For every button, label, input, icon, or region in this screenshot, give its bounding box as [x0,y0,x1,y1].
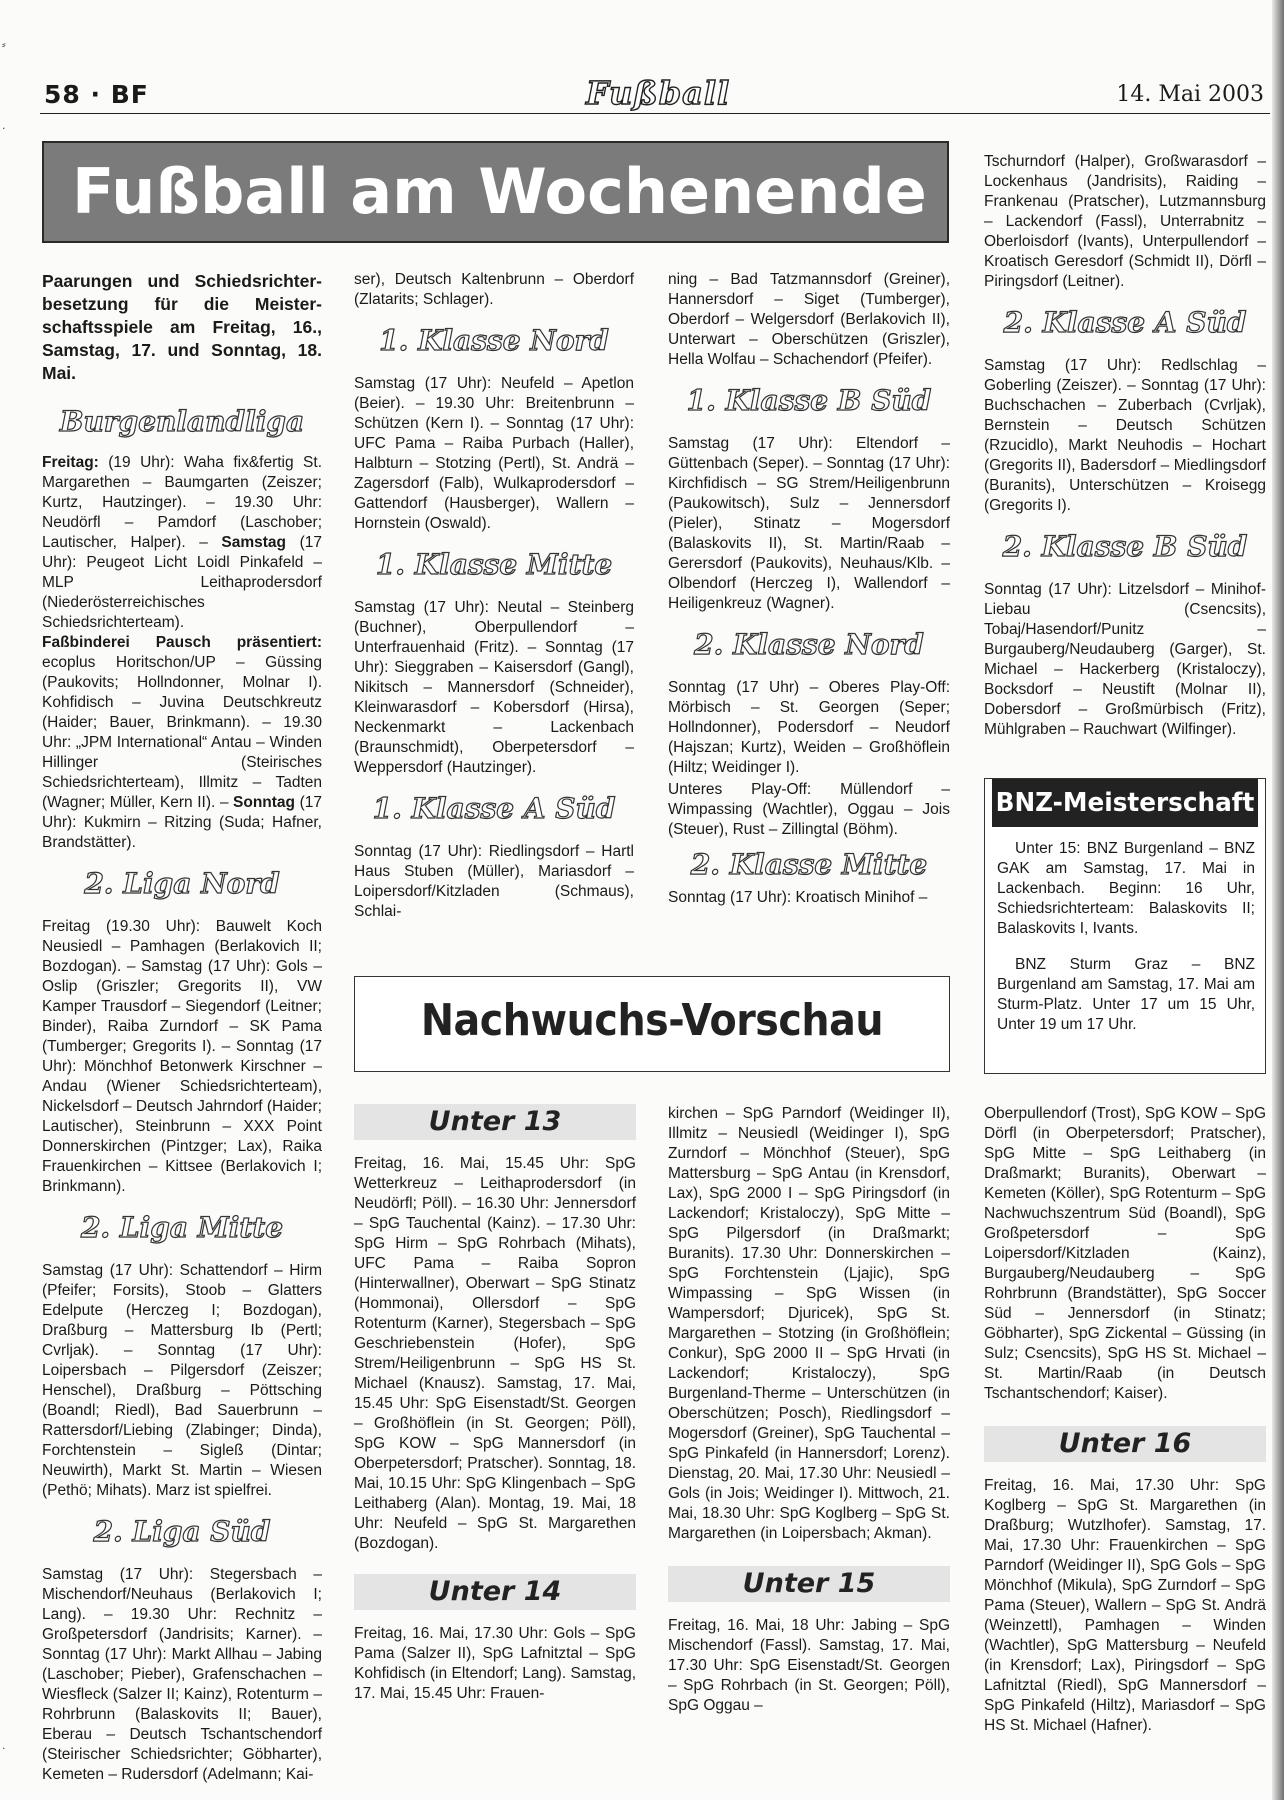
sponsor-label: Faßbinderei Pausch präsentiert: [42,634,322,651]
continued-text: ser), Deutsch Kaltenbrunn – Oberdorf (Zlatarits; Schlager). [354,271,634,308]
unter-14-fixtures: Freitag, 16. Mai, 17.30 Uhr: Gols – SpG Pama (Salzer II), SpG Lafnitztal – SpG Kohfidisch (in Eltendorf; Lang). Samstag, 17. Mai, 15.45 Uhr: Frauen- [354,1625,636,1702]
youth-column-4 [984,1104,1266,1744]
scan-mark: · [2,1742,6,1755]
bnz-paragraph: BNZ Sturm Graz – BNZ Burgenland am Samstag, 17. Mai am Sturm-Platz. Unter 17 um 15 Uhr, Unter 19 um 17 Uhr. [997,956,1255,1033]
bnz-paragraph: Unter 15: BNZ Burgenland – BNZ GAK am Samstag, 17. Mai in Lackenbach. Beginn: 16 Uhr, Schiedsrichterteam: Balaskovits II; Balaskovits I, Ivants. [997,840,1255,937]
heading-2-klasse-b-sued: 2. Klasse B Süd [1002,530,1248,563]
column-3 [668,270,950,916]
heading-1-klasse-b-sued: 1. Klasse B Süd [686,384,932,417]
liga-mitte-fixtures: Samstag (17 Uhr): Schattendorf – Hirm (Pfeifer; Forsits), Stoob – Glatters Edelpute (Herczeg I; Bozdogan), Draßburg – Mattersburg Ib (Pertl; Cvrljak). – Sonntag (17 Uhr): Loipersbach – Pilgersdorf (Zeiszer; Henschel), Draßburg – Pöttsching (Boandl; Riedl), Bad Sauerbrunn – Rattersdorf/Liebing (Zlabinger; Dinda), Forchtenstein – Sigleß (Dintar; Neuwirth), Markt St. Martin – Wiesen (Pethö; Mihats). Marz ist spielfrei. [42,1262,322,1499]
heading-unter-13: Unter 13 [354,1104,636,1140]
fixture-text: ecoplus Horitschon/UP – Güssing (Paukovits; Hollndonner, Molnar I). Kohfidisch – Juvina Deutschkreutz (Haider; Bauer, Brinkmann). – 19.30 Uhr: „JPM International“ Antau – Winden Hillinger (Steirisches Schiedsrichterteam), Illmitz – Tadten (Wagner; Müller, Kern II). – [42,654,322,811]
bnz-box [984,778,1266,1074]
headline: Fußball am Wochenende [72,155,927,228]
2-klasse-a-sued-fixtures: Samstag (17 Uhr): Redlschlag – Goberling (Zeiszer). – Sonntag (17 Uhr): Buchschachen – Zuberbach (Cvrljak), Bernstein – Deutsch Schützen (Rzucidlo), Markt Neuhodis – Hochart (Gregorits II), Badersdorf – Miedlingsdorf (Buranits), Unterschützen – Kroisegg (Gregorits I). [984,357,1266,514]
1-klasse-nord-fixtures: Samstag (17 Uhr): Neufeld – Apetlon (Beier). – 19.30 Uhr: Breitenbrunn – Schützen (Kern I). – Sonntag (17 Uhr): UFC Pama – Raiba Purbach (Haller), Halbturn – Stotzing (Pertl), St. Andrä – Zagersdorf (Falb), Wulkaprodersdorf – Gattendorf (Hausberger), Wallern – Hornstein (Oswald). [354,375,634,532]
page-number: 58 · BF [44,80,149,109]
continued-text: kirchen – SpG Parndorf (Weidinger II), Illmitz – Neusiedl (Weidinger I), SpG Zurndorf – Mönchhof (Steuer), SpG Mattersburg – SpG Antau (in Krensdorf, Lax), SpG 2000 I – SpG Piringsdorf (in Lackendorf; Kristaloczy), SpG Mitte – SpG Pilgersdorf (in Draßmarkt; Buranits). 17.30 Uhr: Donnerskirchen – SpG Forchtenstein (Ljajic), SpG Wimpassing – SpG Wissen (in Wampersdorf; Djuricek), SpG St. Margarethen – Stotzing (in Großhöflein; Conkur), SpG 2000 II – SpG Hrvati (in Lackendorf; Kristaloczy), SpG Burgenland-Therme – Unterschützen (in Oberschützen; Posch), Riedlingsdorf – Mogersdorf (Greiner), SpG Tauchental – SpG Pinkafeld (in Hannersdorf; Lorenz). Dienstag, 20. Mai, 17.30 Uhr: Neusiedl – Gols (in Jois; Weidinger I). Mittwoch, 21. Mai, 18.30 Uhr: SpG Koglberg – SpG St. Margarethen (in Loipersbach; Akman). [668,1105,950,1542]
nachwuchs-box [354,976,950,1072]
continued-text: ning – Bad Tatzmannsdorf (Greiner), Hannersdorf – Siget (Tumberger), Oberdorf – Welgersdorf (Berlakovich II), Unterwart – Oberschützen (Griszler), Hella Wolfau – Schachendorf (Pfeifer). [668,271,950,368]
unter-13-fixtures: Freitag, 16. Mai, 15.45 Uhr: SpG Wetterkreuz – Leithaprodersdorf (in Neudörfl; Pöll). – 16.30 Uhr: Jennersdorf – SpG Tauchental (Kainz). – 17.30 Uhr: SpG Hirm – SpG Rohrbach (Mihats), UFC Pama – Raiba Sopron (Hinterwallner), Oberwart – SpG Stinatz (Hommonai), Ollersdorf – SpG Rotenturm (Karner), Stegersbach – SpG Geschriebenstein (Hofer), SpG Strem/Heiligenbrunn – SpG HS St. Michael (Knausz). Samstag, 17. Mai, 15.45 Uhr: SpG Eisenstadt/St. Georgen – Großhöflein (in St. Georgen; Pöll), SpG KOW – SpG Mannersdorf (in Oberpetersdorf; Pratscher). Sonntag, 18. Mai, 10.15 Uhr: SpG Klingenbach – SpG Leithaberg (Alan). Montag, 19. Mai, 18 Uhr: Neufeld – SpG St. Margarethen (Bozdogan). [354,1155,636,1552]
heading-unter-16: Unter 16 [984,1426,1266,1462]
heading-1-klasse-mitte: 1. Klasse Mitte [375,548,613,581]
liga-sued-fixtures: Samstag (17 Uhr): Stegersbach – Mischendorf/Neuhaus (Berlakovich I; Lang). – 19.30 Uhr: Rechnitz – Großpetersdorf (Jandrisits; Karner). – Sonntag (17 Uhr): Markt Allhau – Jabing (Laschober; Pieber), Grafenschachen – Wiesfleck (Salzer II; Kainz), Rotenturm – Rohrbrunn (Balaskovits II; Bauer), Eberau – Deutsch Tschantschendorf (Steirischer Schiedsrichter; Göbharter), Kemeten – Rudersdorf (Adelmann; Kai- [42,1566,322,1783]
continued-text: Oberpullendorf (Trost), SpG KOW – SpG Dörfl (in Oberpetersdorf; Pratscher), SpG Mitte – SpG Leithaberg (in Draßmarkt; Buranits), Oberwart – Kemeten (Köller), SpG Rotenturm – SpG Nachwuchszentrum Süd (Boandl), SpG Großpetersdorf – SpG Loipersdorf/Kitzladen (Kainz), Burgauberg/Neudauberg – SpG Rohrbrunn (Brandstätter), SpG Soccer Süd – Jennersdorf (in Stinatz; Göbharter), SpG Zickental – Güssing (in Sulz; Csencsits), SpG HS St. Michael – St. Martin/Raab (in Deutsch Tschantschendorf; Kaiser). [984,1105,1266,1402]
scan-mark: ⸗ [2,38,6,51]
scan-mark: · [2,122,6,135]
day-label: Samstag [221,534,287,551]
bnz-title: BNZ-Meisterschaft [992,779,1258,827]
unter-15-fixtures: Freitag, 16. Mai, 18 Uhr: Jabing – SpG Mischendorf (Fassl). Samstag, 17. Mai, 17.30 Uhr: SpG Eisenstadt/St. Georgen – SpG Rohrbach (in St. Georgen; Pöll), SpG Oggau – [668,1617,950,1714]
heading-2-klasse-mitte: 2. Klasse Mitte [690,848,928,881]
nachwuchs-title: Nachwuchs-Vorschau [420,995,884,1046]
page-binding-edge [1272,0,1284,1800]
1-klasse-b-sued-fixtures: Samstag (17 Uhr): Eltendorf – Güttenbach (Seper). – Sonntag (17 Uhr): Kirchfidisch – SG Strem/Heiligenbrunn (Paukowitsch), Sulz – Jennersdorf (Pieler), Stinatz – Mogersdorf (Balaskovits II), St. Martin/Raab – Gerersdorf (Paukovits), Neuhaus/Klb. – Olbendorf (Herczeg I), Wallendorf – Heiligenkreuz (Wagner). [668,435,950,612]
header-rule [40,113,1270,114]
heading-burgenlandliga: Burgenlandliga [59,405,305,438]
heading-2-klasse-nord: 2. Klasse Nord [694,628,924,661]
heading-liga-mitte: 2. Liga Mitte [80,1211,284,1244]
2-klasse-b-sued-fixtures: Sonntag (17 Uhr): Litzelsdorf – Minihof-Liebau (Csencsits), Tobaj/Hasendorf/Punitz – Burgauberg/Neudauberg (Garger), St. Michael – Hackerberg (Kristaloczy), Bocksdorf – Neustift (Molnar II), Dobersdorf – Großmürbisch (Fritz), Mühlgraben – Rauchwart (Wilfinger). [984,581,1266,738]
1-klasse-a-sued-fixtures: Sonntag (17 Uhr): Riedlingsdorf – Hartl Haus Stuben (Müller), Mariasdorf – Loipersdorf/Kitzladen (Schmaus), Schlai- [354,843,634,920]
section-title: Fußball [586,74,731,112]
burgenlandliga-fixtures [42,453,322,853]
heading-unter-15: Unter 15 [668,1566,950,1602]
heading-1-klasse-a-sued: 1. Klasse A Süd [372,792,616,825]
day-label: Sonntag [233,794,296,811]
continued-text: Tschurndorf (Halper), Großwarasdorf – Lockenhaus (Jandrisits), Raiding – Frankenau (Pratscher), Lutzmannsburg – Lackendorf (Fassl), Unterrabnitz – Oberloisdorf (Ivants), Unterpullendorf – Kroatisch Geresdorf (Schmidt II), Dörfl – Piringsdorf (Leitner). [984,153,1266,290]
bnz-body [997,839,1255,1051]
heading-2-klasse-a-sued: 2. Klasse A Süd [1003,306,1247,339]
1-klasse-mitte-fixtures: Samstag (17 Uhr): Neutal – Steinberg (Buchner), Oberpullendorf – Unterfrauenhaid (Fritz). – Sonntag (17 Uhr): Sieggraben – Kaisersdorf (Gangl), Nikitsch – Mannersdorf (Schneider), Kleinwarasdorf – Kobersdorf (Hirsa), Neckenmarkt – Lackenbach (Braunschmidt), Oberpetersdorf – Weppersdorf (Hautzinger). [354,599,634,776]
day-label: Freitag: [42,454,99,471]
fixture-text: (17 Uhr): Kukmirn – Ritzing (Suda; Hafner, Brandstätter). [42,794,322,851]
intro-text: Paarungen und Schiedsrichterbesetzung für die Meisterschaftsspiele am Freitag, 16., Samstag, 17. und Sonntag, 18. Mai. [42,271,322,383]
column-4 [984,152,1266,748]
headline-banner [42,141,949,243]
fixture-text: (17 Uhr): Peugeot Licht Loidl Pinkafeld – MLP Leithaprodersdorf (Niederösterreichisches Schiedsrichterteam). [42,534,322,631]
youth-column-3 [668,1104,950,1724]
heading-1-klasse-nord: 1. Klasse Nord [379,324,609,357]
heading-liga-sued: 2. Liga Süd [93,1515,271,1548]
fixture-text: (19 Uhr): Waha fix&fertig St. Margarethen – Baumgarten (Zeiszer; Kurtz, Hautzinger). – 19.30 Uhr: Neudörfl – Pamdorf (Laschober; Lautischer, Halper). – [42,454,322,551]
2-klasse-nord-fixtures: Sonntag (17 Uhr) – Oberes Play-Off: Mörbisch – St. Georgen (Seper; Hollndonner), Podersdorf – Neudorf (Hajszan; Kurtz), Weiden – Großhöflein (Hiltz; Weidinger I). [668,679,950,776]
liga-nord-fixtures: Freitag (19.30 Uhr): Bauwelt Koch Neusiedl – Pamhagen (Berlakovich II; Bozdogan). – Samstag (17 Uhr): Gols – Oslip (Griszler; Gregorits II), VW Kamper Trausdorf – Siegendorf (Leitner; Binder), Raiba Zurndorf – SK Pama (Tumberger; Gregorits I). – Sonntag (17 Uhr): Mönchhof Betonwerk Kirschner – Andau (Wiener Schiedsrichterteam), Nickelsdorf – Deutsch Jahrndorf (Haider; Lautischer), Steinbrunn – XXX Point Donnerskirchen (Pintzger; Lax), Raika Frauenkirchen – Kittsee (Berlakovich I; Brinkmann). [42,918,322,1195]
heading-liga-nord: 2. Liga Nord [84,867,280,900]
issue-date: 14. Mai 2003 [1116,82,1264,107]
column-2 [354,270,634,930]
2-klasse-mitte-fixtures: Sonntag (17 Uhr): Kroatisch Minihof – [668,889,928,906]
unter-16-fixtures: Freitag, 16. Mai, 17.30 Uhr: SpG Koglberg – SpG St. Margarethen (in Draßburg; Wutzlhofer). Samstag, 17. Mai, 17.30 Uhr: Frauenkirchen – SpG Parndorf (Weidinger II), SpG Gols – SpG Mönchhof (Mikula), SpG Zurndorf – SpG Pama (Steuer), Wallern – SpG St. Andrä (Weinzettl), Pamhagen – Winden (Wachtler), SpG Mattersburg – Neufeld (in Krensdorf; Lax), Piringsdorf – SpG Lafnitztal (Riedl), SpG Mannersdorf – SpG Pinkafeld (Hiltz), Mariasdorf – SpG HS St. Michael (Hafner). [984,1477,1266,1734]
2-klasse-nord-unteres: Unteres Play-Off: Müllendorf – Wimpassing (Wachtler), Oggau – Jois (Steuer), Rust – Zillingtal (Böhm). [668,781,950,838]
column-1 [42,270,322,1793]
youth-column-2 [354,1098,636,1712]
heading-unter-14: Unter 14 [354,1574,636,1610]
